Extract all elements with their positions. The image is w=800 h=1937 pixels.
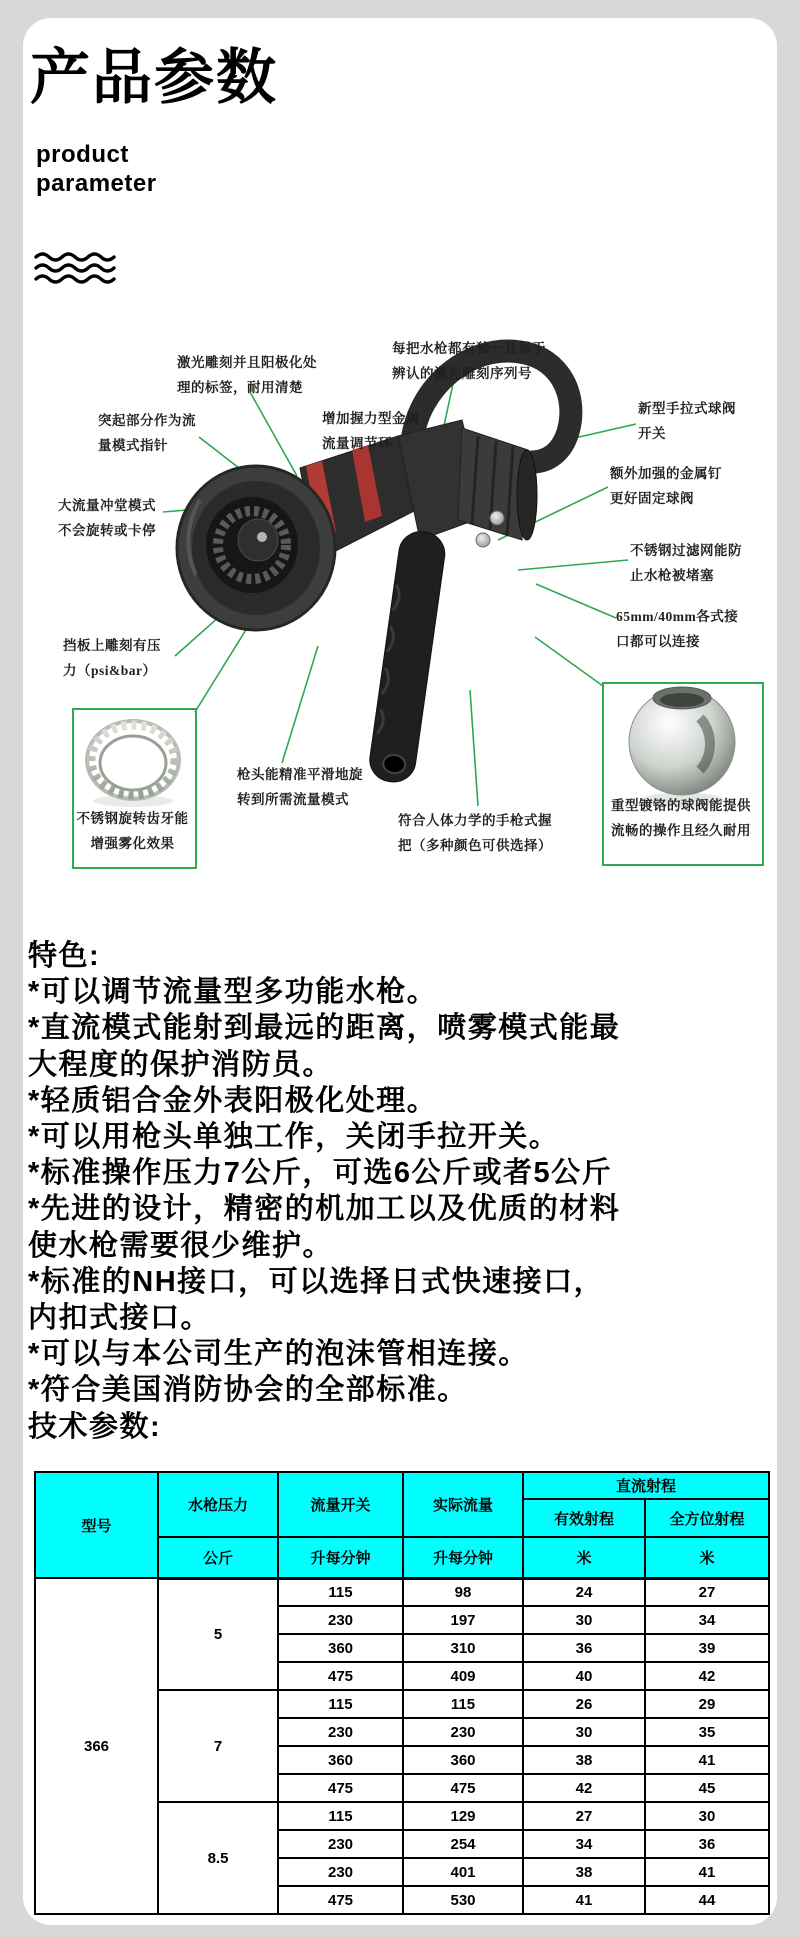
table-cell: 42 xyxy=(645,1662,769,1690)
feature-title: 特色: xyxy=(28,940,101,972)
unit-full-range: 米 xyxy=(645,1537,769,1578)
table-cell: 34 xyxy=(523,1830,645,1858)
feature-line: *可以与本公司生产的泡沫管相连接。 xyxy=(28,1338,529,1371)
table-cell: 30 xyxy=(523,1718,645,1746)
table-cell: 230 xyxy=(278,1606,403,1634)
table-cell: 230 xyxy=(403,1718,523,1746)
table-cell: 35 xyxy=(645,1718,769,1746)
table-cell: 230 xyxy=(278,1858,403,1886)
pressure-value: 8.5 xyxy=(158,1802,278,1914)
table-cell: 129 xyxy=(403,1802,523,1830)
table-cell: 475 xyxy=(403,1774,523,1802)
table-cell: 36 xyxy=(645,1830,769,1858)
table-cell: 360 xyxy=(278,1634,403,1662)
table-cell: 45 xyxy=(645,1774,769,1802)
table-cell: 197 xyxy=(403,1606,523,1634)
table-cell: 38 xyxy=(523,1858,645,1886)
page-subtitle xyxy=(36,140,157,198)
annotation-pistol-grip: 符合人体力学的手枪式握把（多种颜色可供选择） xyxy=(398,813,552,853)
table-cell: 475 xyxy=(278,1886,403,1914)
feature-section xyxy=(28,938,776,1445)
feature-line: 内扣式接口。 xyxy=(28,1302,212,1335)
inset-steel-ring-caption: 不锈钢旋转齿牙能增强雾化效果 xyxy=(76,811,189,851)
spec-table-body xyxy=(35,1578,769,1914)
table-cell: 39 xyxy=(645,1634,769,1662)
col-header-pressure: 水枪压力 xyxy=(158,1472,278,1537)
table-cell: 475 xyxy=(278,1662,403,1690)
annotation-pressure-marking: 挡板上雕刻有压力（psi&bar） xyxy=(63,638,161,678)
tech-parameters-title: 技术参数: xyxy=(28,1410,162,1443)
annotation-serial-number: 每把水枪都有独一且易于辨认的激光雕刻序列号 xyxy=(392,341,546,381)
table-cell: 27 xyxy=(523,1802,645,1830)
table-cell: 44 xyxy=(645,1886,769,1914)
table-cell: 26 xyxy=(523,1690,645,1718)
feature-line: 使水枪需要很少维护。 xyxy=(28,1229,334,1262)
table-cell: 38 xyxy=(523,1746,645,1774)
unit-pressure: 公斤 xyxy=(158,1537,278,1578)
table-cell: 98 xyxy=(403,1578,523,1606)
annotation-nozzle-rotation: 枪头能精准平滑地旋转到所需流量模式 xyxy=(237,767,363,807)
metal-screw-1 xyxy=(490,511,504,525)
col-header-effective-range: 有效射程 xyxy=(523,1499,645,1537)
table-cell: 34 xyxy=(645,1606,769,1634)
page-subtitle-line2: parameter xyxy=(36,170,157,197)
annotation-pull-valve: 新型手拉式球阀开关 xyxy=(638,401,736,441)
inset-chrome-ball-caption: 重型镀铬的球阀能提供流畅的操作且经久耐用 xyxy=(611,798,751,838)
annotation-grip-ring: 增加握力型金属流量调节环 xyxy=(322,411,420,451)
spec-table xyxy=(34,1471,770,1915)
col-header-full-range: 全方位射程 xyxy=(645,1499,769,1537)
annotation-laser-label: 激光雕刻并且阳极化处理的标签，耐用清楚 xyxy=(177,355,317,395)
pistol-grip-shape xyxy=(367,529,448,785)
pressure-value: 7 xyxy=(158,1690,278,1802)
table-cell: 401 xyxy=(403,1858,523,1886)
col-header-flow-switch: 流量开关 xyxy=(278,1472,403,1537)
table-cell: 409 xyxy=(403,1662,523,1690)
wave-lines-icon xyxy=(33,250,119,286)
table-cell: 115 xyxy=(278,1802,403,1830)
table-cell: 40 xyxy=(523,1662,645,1690)
table-cell: 475 xyxy=(278,1774,403,1802)
table-cell: 254 xyxy=(403,1830,523,1858)
col-header-actual-flow: 实际流量 xyxy=(403,1472,523,1537)
annotation-flush-mode: 大流量冲堂模式不会旋转或卡停 xyxy=(58,498,156,538)
table-cell: 230 xyxy=(278,1830,403,1858)
feature-line: *可以调节流量型多功能水枪。 xyxy=(28,976,438,1009)
col-header-model: 型号 xyxy=(35,1472,158,1578)
table-cell: 115 xyxy=(278,1690,403,1718)
feature-line: *轻质铝合金外表阳极化处理。 xyxy=(28,1084,438,1117)
feature-line: *标准的NH接口，可以选择日式快速接口， xyxy=(28,1265,605,1298)
table-cell: 30 xyxy=(645,1802,769,1830)
table-cell: 360 xyxy=(278,1746,403,1774)
annotation-mode-pointer: 突起部分作为流量模式指针 xyxy=(98,413,196,453)
pressure-value: 5 xyxy=(158,1578,278,1690)
spec-table-header xyxy=(35,1472,769,1578)
table-cell: 115 xyxy=(403,1690,523,1718)
metal-screw-2 xyxy=(476,533,490,547)
model-value: 366 xyxy=(35,1578,158,1914)
annotation-metal-pin: 额外加强的金属钉更好固定球阀 xyxy=(610,466,722,506)
table-cell: 24 xyxy=(523,1578,645,1606)
col-header-straight-range: 直流射程 xyxy=(523,1472,769,1499)
table-cell: 41 xyxy=(645,1746,769,1774)
table-cell: 41 xyxy=(645,1858,769,1886)
annotation-couplings: 65mm/40mm各式接口都可以连接 xyxy=(616,609,739,649)
table-cell: 230 xyxy=(278,1718,403,1746)
feature-line: *标准操作压力7公斤，可选6公斤或者5公斤 xyxy=(28,1157,613,1190)
table-cell: 41 xyxy=(523,1886,645,1914)
table-cell: 310 xyxy=(403,1634,523,1662)
annotation-filter-screen: 不锈钢过滤网能防止水枪被堵塞 xyxy=(630,543,742,583)
feature-line: *可以用枪头单独工作，关闭手拉开关。 xyxy=(28,1121,560,1154)
table-cell: 30 xyxy=(523,1606,645,1634)
table-cell: 530 xyxy=(403,1886,523,1914)
feature-line: *直流模式能射到最远的距离，喷雾模式能最 xyxy=(28,1012,621,1045)
feature-line: 大程度的保护消防员。 xyxy=(28,1048,334,1081)
unit-actual-flow: 升每分钟 xyxy=(403,1537,523,1578)
page-title: 产品参数 xyxy=(30,44,278,111)
unit-effective-range: 米 xyxy=(523,1537,645,1578)
unit-flow: 升每分钟 xyxy=(278,1537,403,1578)
table-cell: 115 xyxy=(278,1578,403,1606)
table-cell: 360 xyxy=(403,1746,523,1774)
feature-line: *先进的设计，精密的机加工以及优质的材料 xyxy=(28,1193,621,1226)
table-cell: 27 xyxy=(645,1578,769,1606)
table-row xyxy=(35,1578,769,1606)
feature-line: *符合美国消防协会的全部标准。 xyxy=(28,1374,468,1407)
feature-list xyxy=(28,974,776,1408)
table-cell: 36 xyxy=(523,1634,645,1662)
table-cell: 42 xyxy=(523,1774,645,1802)
coupling-end xyxy=(517,450,537,540)
table-cell: 29 xyxy=(645,1690,769,1718)
page-subtitle-line1: product xyxy=(36,141,129,168)
